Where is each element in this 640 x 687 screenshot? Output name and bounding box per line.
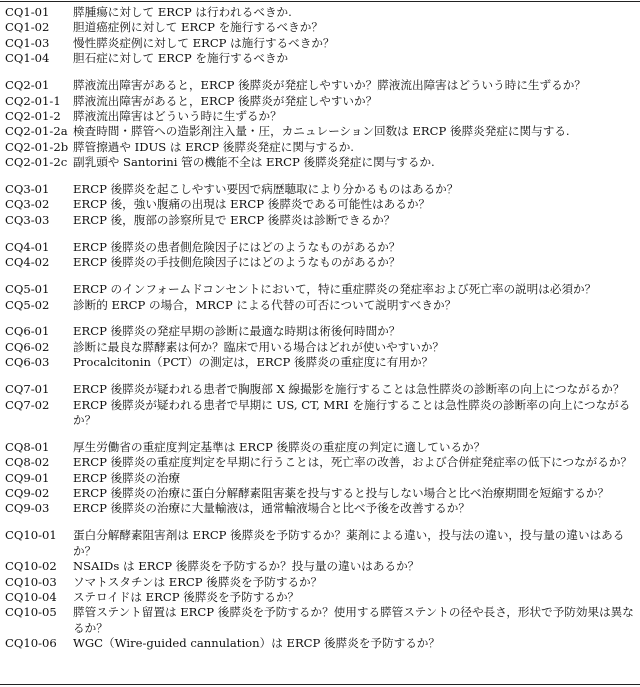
cq-row bbox=[5, 575, 637, 590]
cq-id: CQ1-01 bbox=[5, 5, 50, 19]
cq-row bbox=[5, 324, 637, 339]
cq-question: ERCP 後膵炎の重症度判定を早期に行うことは，死亡率の改善，および合併症発症率の低下につながるか？ bbox=[73, 455, 633, 470]
cq-group bbox=[5, 240, 637, 271]
cq-question: 胆道癌症例に対して ERCP を施行するべきか？ bbox=[73, 20, 323, 35]
cq-group bbox=[5, 182, 637, 228]
cq-row bbox=[5, 471, 637, 486]
cq-question: 膵管擦過や IDUS は ERCP 後膵炎発症に関与するか. bbox=[73, 139, 354, 154]
cq-question: WGC（Wire-guided cannulation）は ERCP 後膵炎を予防するか？ bbox=[73, 636, 440, 651]
cq-id: CQ8-01 bbox=[5, 439, 50, 454]
cq-id: CQ8-02 bbox=[5, 455, 50, 470]
cq-id: CQ4-02 bbox=[5, 255, 50, 270]
cq-id: CQ7-02 bbox=[5, 397, 50, 412]
cq-question: 膵液流出障害はどういう時に生ずるか？ bbox=[73, 108, 282, 123]
cq-id: CQ5-01 bbox=[5, 282, 50, 297]
cq-id: CQ10-06 bbox=[5, 636, 57, 651]
cq-row bbox=[5, 528, 637, 559]
cq-question: ERCP 後膵炎の治療に大量輸液は，通常輸液場合と比べ予後を改善するか？ bbox=[73, 501, 470, 516]
cq-group bbox=[5, 382, 637, 428]
cq-row bbox=[5, 340, 637, 355]
bottom-rule bbox=[0, 684, 640, 685]
cq-question: ERCP 後，強い腹痛の出現は ERCP 後膵炎である可能性はあるか？ bbox=[73, 197, 431, 212]
cq-id: CQ10-04 bbox=[5, 590, 57, 604]
cq-group bbox=[5, 282, 637, 313]
cq-group bbox=[5, 78, 637, 170]
cq-id: CQ6-01 bbox=[5, 324, 50, 339]
cq-question: 診断的 ERCP の場合，MRCP による代替の可否について説明すべきか？ bbox=[73, 297, 457, 312]
cq-row bbox=[5, 355, 637, 370]
cq-question: 厚生労働省の重症度判定基準は ERCP 後膵炎の重症度の判定に適しているか？ bbox=[73, 439, 486, 454]
cq-id: CQ3-02 bbox=[5, 197, 50, 212]
cq-question: 膵腫瘍に対して ERCP は行われるべきか. bbox=[73, 5, 292, 19]
cq-id: CQ2-01-2b bbox=[5, 139, 69, 154]
cq-question: 検査時間・膵管への造影剤注入量・圧，カニュレーション回数は ERCP 後膵炎発症に関与する. bbox=[73, 124, 570, 139]
cq-group bbox=[5, 5, 637, 67]
cq-row bbox=[5, 559, 637, 574]
cq-question: 蛋白分解酵素阻害剤は ERCP 後膵炎を予防するか？薬剤による違い，投与法の違い，投与量の違いはあるか？ bbox=[73, 528, 625, 558]
cq-id: CQ6-02 bbox=[5, 339, 50, 354]
cq-id: CQ5-02 bbox=[5, 297, 50, 312]
cq-id: CQ10-01 bbox=[5, 528, 57, 543]
cq-id: CQ9-02 bbox=[5, 486, 50, 501]
cq-question: ERCP 後，腹部の診察所見で ERCP 後膵炎は診断できるか？ bbox=[73, 212, 396, 227]
cq-question: ERCP 後膵炎の患者側危険因子にはどのようなものがあるか？ bbox=[73, 239, 401, 254]
cq-row bbox=[5, 78, 637, 93]
cq-row bbox=[5, 140, 637, 155]
cq-question: ソマトスタチンは ERCP 後膵炎を予防するか？ bbox=[73, 574, 323, 589]
cq-question: ERCP 後膵炎を起こしやすい要因で病歴聴取により分かるものはあるか？ bbox=[73, 182, 459, 197]
cq-question: 膵管ステント留置は ERCP 後膵炎を予防するか？使用する膵管ステントの径や長さ，形状で予防効果は異なるか？ bbox=[73, 605, 634, 635]
cq-row bbox=[5, 255, 637, 270]
cq-list bbox=[5, 5, 637, 663]
cq-row bbox=[5, 298, 637, 313]
cq-row bbox=[5, 51, 637, 66]
cq-question: ERCP 後膵炎の手技側危険因子にはどのようなものがあるか？ bbox=[73, 255, 401, 270]
cq-id: CQ2-01-2c bbox=[5, 155, 68, 170]
cq-id: CQ2-01-2 bbox=[5, 108, 61, 123]
top-rule bbox=[0, 1, 640, 2]
cq-row bbox=[5, 182, 637, 197]
cq-id: CQ6-03 bbox=[5, 355, 50, 370]
cq-row bbox=[5, 213, 637, 228]
cq-question: NSAIDs は ERCP 後膵炎を予防するか？投与量の違いはあるか？ bbox=[73, 559, 420, 574]
cq-id: CQ7-01 bbox=[5, 382, 50, 397]
cq-row bbox=[5, 240, 637, 255]
cq-id: CQ3-01 bbox=[5, 182, 50, 197]
cq-row bbox=[5, 440, 637, 455]
cq-id: CQ1-04 bbox=[5, 51, 50, 66]
cq-id: CQ10-03 bbox=[5, 574, 57, 589]
cq-row bbox=[5, 5, 637, 20]
cq-question: 膵液流出障害があると，ERCP 後膵炎が発症しやすいか？膵液流出障害はどういう時に生ずるか？ bbox=[73, 78, 586, 93]
cq-question: 膵液流出障害があると，ERCP 後膵炎が発症しやすいか？ bbox=[73, 93, 378, 108]
cq-row bbox=[5, 455, 637, 470]
cq-row bbox=[5, 486, 637, 501]
cq-row bbox=[5, 109, 637, 124]
cq-row bbox=[5, 636, 637, 651]
cq-row bbox=[5, 20, 637, 35]
cq-id: CQ4-01 bbox=[5, 239, 50, 254]
cq-question: ERCP 後膵炎の治療 bbox=[73, 470, 181, 485]
cq-id: CQ9-03 bbox=[5, 501, 50, 516]
cq-id: CQ1-02 bbox=[5, 20, 50, 35]
cq-group bbox=[5, 528, 637, 651]
cq-row bbox=[5, 282, 637, 297]
cq-question: ERCP 後膵炎が疑われる患者で早期に US, CT, MRI を施行することは急性膵炎の診断率の向上につながるか？ bbox=[73, 397, 631, 427]
cq-row bbox=[5, 36, 637, 51]
cq-id: CQ3-03 bbox=[5, 212, 50, 227]
cq-row bbox=[5, 124, 637, 139]
cq-question: ステロイドは ERCP 後膵炎を予防するか？ bbox=[73, 590, 300, 604]
cq-id: CQ2-01-2a bbox=[5, 124, 68, 139]
cq-row bbox=[5, 382, 637, 397]
cq-question: ERCP 後膵炎が疑われる患者で胸腹部 X 線撮影を施行することは急性膵炎の診断率の向上につながるか？ bbox=[73, 382, 625, 397]
cq-row bbox=[5, 605, 637, 636]
cq-question: ERCP 後膵炎の治療に蛋白分解酵素阻害薬を投与すると投与しない場合と比べ治療期間を短縮するか？ bbox=[73, 486, 610, 501]
cq-group bbox=[5, 440, 637, 517]
cq-id: CQ10-05 bbox=[5, 605, 57, 620]
cq-question: 慢性膵炎症例に対して ERCP は施行するべきか？ bbox=[73, 35, 335, 50]
cq-row bbox=[5, 197, 637, 212]
cq-question: 診断に最良な膵酵素は何か？臨床で用いる場合はどれが使いやすいか？ bbox=[73, 339, 445, 354]
cq-question: Procalcitonin（PCT）の測定は，ERCP 後膵炎の重症度に有用か？ bbox=[73, 355, 434, 370]
cq-question: 副乳頭や Santorini 管の機能不全は ERCP 後膵炎発症に関与するか. bbox=[73, 155, 435, 170]
cq-row bbox=[5, 590, 637, 605]
cq-question: ERCP のインフォームドコンセントにおいて，特に重症膵炎の発症率および死亡率の説明は必須か？ bbox=[73, 282, 597, 297]
cq-id: CQ9-01 bbox=[5, 470, 50, 485]
cq-id: CQ2-01 bbox=[5, 78, 50, 93]
cq-row bbox=[5, 501, 637, 516]
cq-group bbox=[5, 324, 637, 370]
cq-question: 胆石症に対して ERCP を施行するべきか bbox=[73, 51, 289, 66]
cq-row bbox=[5, 398, 637, 429]
cq-row bbox=[5, 94, 637, 109]
cq-id: CQ10-02 bbox=[5, 559, 57, 574]
cq-row bbox=[5, 155, 637, 170]
cq-id: CQ1-03 bbox=[5, 35, 50, 50]
cq-id: CQ2-01-1 bbox=[5, 93, 61, 108]
cq-question: ERCP 後膵炎の発症早期の診断に最適な時期は術後何時間か？ bbox=[73, 324, 401, 339]
